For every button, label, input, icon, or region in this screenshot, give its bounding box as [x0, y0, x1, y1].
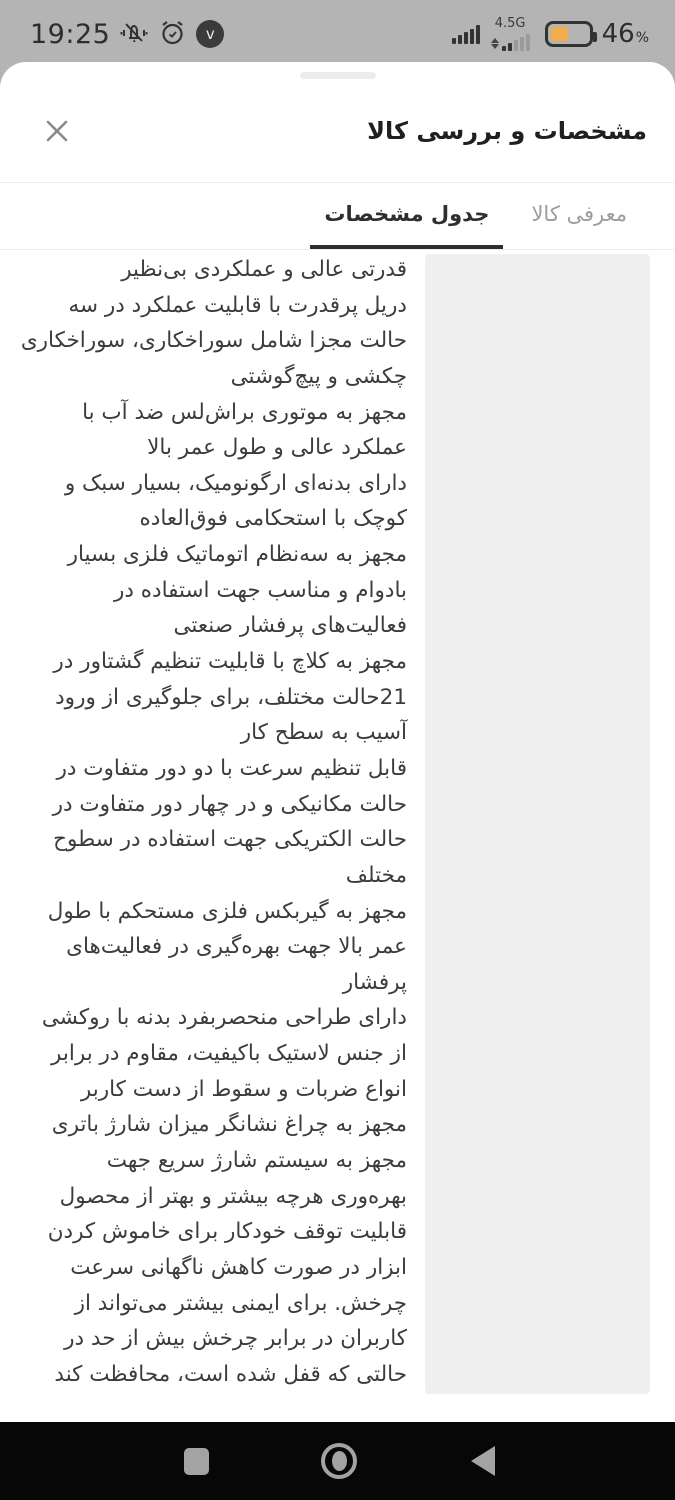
- sheet-header: [40, 100, 647, 162]
- tab-bar: [0, 183, 675, 250]
- close-button[interactable]: [40, 114, 74, 148]
- spec-line: حالتی که قفل شده است، محافظت کند: [54, 1361, 407, 1387]
- tab-product-intro[interactable]: معرفی کالا: [531, 202, 627, 226]
- spec-line: دارای بدنه‌ای ارگونومیک، بسیار سبک و: [64, 470, 407, 496]
- spec-line: کاربران در برابر چرخش بیش از حد در: [64, 1326, 407, 1352]
- spec-line: فعالیت‌های پرفشار صنعتی: [173, 613, 407, 639]
- spec-line: دارای طراحی منحصربفرد بدنه با روکشی: [41, 1005, 407, 1031]
- spec-line: از جنس لاستیک باکیفیت، مقاوم در برابر: [51, 1041, 407, 1067]
- battery-percent: 46: [601, 19, 635, 49]
- spec-line: مجهز به چراغ نشانگر میزان شارژ باتری: [51, 1112, 407, 1138]
- bottom-sheet: [0, 62, 675, 1422]
- spec-line: قابل تنظیم سرعت با دو دور متفاوت در: [56, 755, 407, 781]
- spec-table-column-placeholder: [425, 254, 650, 1394]
- spec-line: حالت مجزا شامل سوراخکاری، سوراخکاری: [20, 328, 407, 354]
- signal-sim1-icon: [452, 24, 480, 44]
- home-button[interactable]: [279, 1422, 399, 1500]
- recents-button[interactable]: [136, 1422, 256, 1500]
- spec-line: قابلیت توقف خودکار برای خاموش کردن: [47, 1219, 407, 1245]
- spec-line: پرفشار: [342, 969, 407, 995]
- spec-line: مجهز به سه‌نظام اتوماتیک فلزی بسیار: [67, 542, 407, 568]
- spec-line: حالت مکانیکی و در چهار دور متفاوت در: [52, 791, 407, 817]
- alarm-icon: [158, 18, 187, 51]
- spec-line: چرخش. برای ایمنی بیشتر می‌تواند از: [74, 1290, 407, 1316]
- percent-sign: %: [635, 30, 649, 46]
- spec-line: مجهز به موتوری براش‌لس ضد آب با: [82, 399, 407, 425]
- recents-square-icon: [184, 1448, 209, 1475]
- spec-content: [0, 251, 675, 1422]
- battery-nub: [593, 32, 597, 42]
- spec-line: عمر بالا جهت بهره‌گیری در فعالیت‌های: [66, 934, 407, 960]
- spec-line: مجهز به گیربکس فلزی مستحکم با طول: [47, 898, 407, 924]
- battery-fill: [551, 27, 568, 41]
- status-time: 19:25: [30, 18, 111, 50]
- tab-spec-table[interactable]: جدول مشخصات: [310, 183, 503, 249]
- spec-line: مجهز به سیستم شارژ سریع جهت: [106, 1148, 407, 1174]
- page-title: مشخصات و بررسی کالا: [367, 117, 647, 145]
- spec-line: حالت الکتریکی جهت استفاده در سطوح: [53, 827, 407, 853]
- spec-line: قدرتی عالی و عملکردی بی‌نظیر: [121, 257, 407, 282]
- android-nav-bar: [0, 1422, 675, 1500]
- spec-line: دریل پرقدرت با قابلیت عملکرد در سه: [68, 292, 407, 318]
- spec-line: عملکرد عالی و طول عمر بالا: [147, 435, 407, 461]
- home-circle-icon: [321, 1443, 357, 1479]
- vpn-badge: v: [196, 20, 224, 48]
- spec-line: چکشی و پیچ‌گوشتی: [230, 363, 407, 389]
- spec-line: مختلف: [345, 862, 407, 888]
- close-icon: [43, 117, 71, 145]
- spec-line: ابزار در صورت کاهش ناگهانی سرعت: [70, 1254, 407, 1280]
- network-type-label: 4.5G: [494, 16, 526, 31]
- spec-line: انواع ضربات و سقوط از دست کاربر: [80, 1076, 407, 1102]
- spec-line: بادوام و مناسب جهت استفاده در: [113, 577, 407, 603]
- spec-line: آسیب به سطح کار: [240, 720, 407, 746]
- status-bar: [0, 0, 675, 62]
- back-button[interactable]: [423, 1422, 543, 1500]
- back-triangle-icon: [471, 1446, 495, 1476]
- signal-sim2-icon: [491, 17, 530, 51]
- vibrate-off-icon: [119, 17, 149, 51]
- spec-line: مجهز به کلاچ با قابلیت تنظیم گشتاور در: [53, 649, 407, 675]
- spec-text-column: [20, 252, 407, 1393]
- spec-line: 21حالت مختلف، برای جلوگیری از ورود: [55, 684, 407, 710]
- battery-icon: [545, 21, 593, 47]
- spec-line: بهره‌وری هرچه بیشتر و بهتر از محصول: [59, 1183, 407, 1209]
- drag-handle[interactable]: [300, 72, 376, 79]
- spec-line: کوچک با استحکامی فوق‌العاده: [139, 506, 407, 532]
